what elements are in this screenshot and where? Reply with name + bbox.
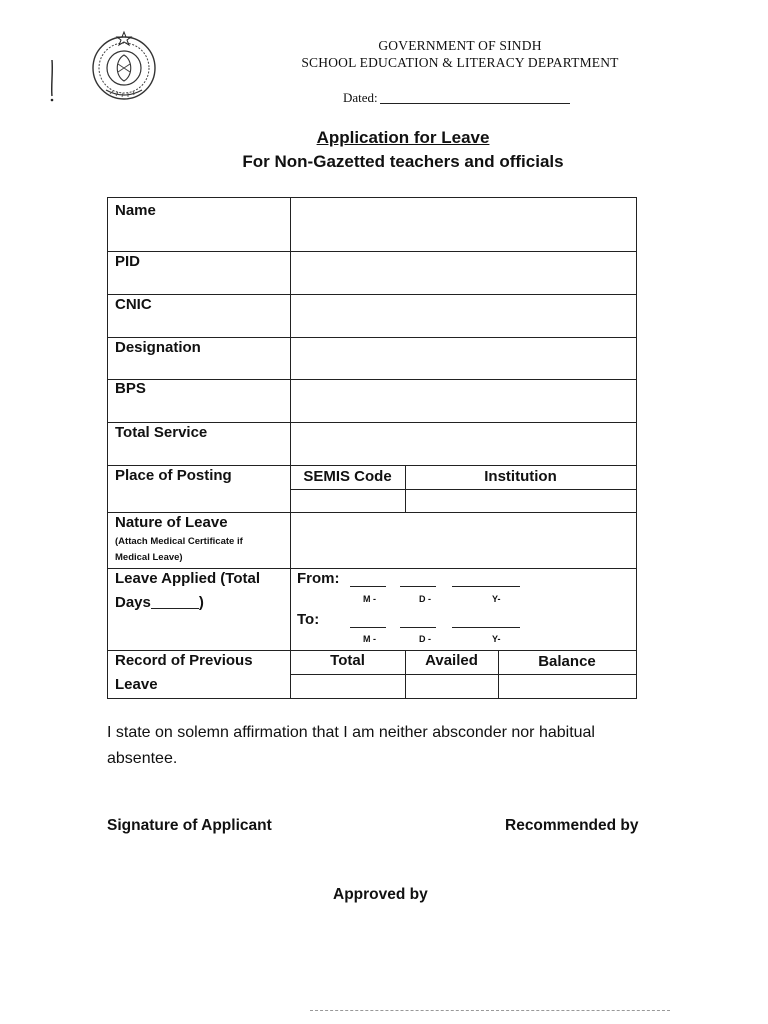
table-border-top (107, 197, 637, 198)
row-divider (107, 512, 637, 513)
dated-blank[interactable] (380, 103, 570, 104)
department-header (260, 37, 660, 71)
leave-applied-days-label (115, 594, 204, 611)
place-of-posting-label: Place of Posting (115, 467, 232, 484)
government-name: GOVERNMENT OF SINDH (378, 38, 542, 53)
form-title (0, 127, 768, 175)
signature-of-applicant-label: Signature of Applicant (107, 817, 272, 834)
designation-label: Designation (115, 339, 201, 356)
to-month-blank[interactable] (350, 627, 386, 628)
dated-field[interactable] (343, 90, 570, 106)
days-label: Days (115, 594, 151, 611)
form-title-main: Application for Leave (316, 128, 490, 147)
posting-sub-divider (290, 489, 637, 490)
record-availed-header: Availed (425, 652, 478, 669)
row-divider (107, 294, 637, 295)
semis-code-field[interactable] (292, 491, 404, 511)
record-previous-leave-label: Leave (115, 676, 158, 693)
row-divider (107, 465, 637, 466)
to-year-blank[interactable] (452, 627, 520, 628)
from-day-hint: D - (419, 594, 431, 604)
from-month-blank[interactable] (350, 586, 386, 587)
nature-of-leave-note: (Attach Medical Certificate if (115, 536, 243, 547)
institution-header: Institution (484, 468, 557, 485)
record-balance-field[interactable] (500, 676, 635, 697)
total-service-field[interactable] (292, 424, 635, 464)
semis-code-header: SEMIS Code (303, 468, 392, 485)
from-year-hint: Y- (492, 594, 501, 604)
table-border-bottom (107, 698, 637, 699)
days-close: ) (198, 594, 204, 611)
from-day-blank[interactable] (400, 586, 436, 587)
record-total-field[interactable] (292, 676, 404, 697)
row-divider (107, 337, 637, 338)
table-border-right (636, 197, 637, 698)
record-balance-header: Balance (538, 653, 596, 670)
row-divider (107, 251, 637, 252)
pid-field[interactable] (292, 253, 635, 293)
from-year-blank[interactable] (452, 586, 520, 587)
nature-of-leave-note: Medical Leave) (115, 552, 183, 563)
leave-application-table (107, 197, 637, 699)
leave-applied-label: Leave Applied (Total (115, 570, 261, 587)
affirmation-statement: I state on solemn affirmation that I am neither absconder nor habitual absentee. (107, 724, 595, 767)
institution-field[interactable] (407, 491, 635, 511)
cnic-label: CNIC (115, 296, 152, 313)
from-label: From: (297, 570, 340, 587)
row-divider (107, 568, 637, 569)
row-divider (107, 379, 637, 380)
designation-field[interactable] (292, 339, 635, 378)
form-title-sub: For Non-Gazetted teachers and officials (242, 152, 564, 171)
to-month-hint: M - (363, 634, 376, 644)
name-label: Name (115, 202, 156, 219)
from-month-hint: M - (363, 594, 376, 604)
record-availed-field[interactable] (407, 676, 497, 697)
recommended-by-label: Recommended by (505, 817, 639, 834)
row-divider (107, 650, 637, 651)
table-border-left (107, 197, 108, 698)
total-service-label: Total Service (115, 424, 208, 441)
name-field[interactable] (292, 199, 635, 250)
to-day-blank[interactable] (400, 627, 436, 628)
nature-of-leave-label: Nature of Leave (115, 514, 228, 531)
to-day-hint: D - (419, 634, 431, 644)
pid-label: PID (115, 253, 141, 270)
bps-field[interactable] (292, 381, 635, 421)
nature-of-leave-field[interactable] (292, 514, 635, 567)
to-year-hint: Y- (492, 634, 501, 644)
department-name: SCHOOL EDUCATION & LITERACY DEPARTMENT (301, 55, 619, 70)
record-previous-leave-label: Record of Previous (115, 652, 253, 669)
record-sub-divider (290, 674, 637, 675)
total-days-blank[interactable] (151, 608, 199, 609)
dated-label: Dated: (343, 90, 378, 105)
margin-mark (50, 60, 54, 102)
bottom-scan-rule (310, 1010, 670, 1011)
label-column-divider (290, 197, 291, 698)
row-divider (107, 422, 637, 423)
sindh-government-emblem-icon (88, 30, 160, 102)
bps-label: BPS (115, 380, 146, 397)
cnic-field[interactable] (292, 296, 635, 336)
to-label: To: (297, 611, 320, 628)
record-total-header: Total (330, 652, 365, 669)
approved-by-label: Approved by (333, 886, 428, 903)
